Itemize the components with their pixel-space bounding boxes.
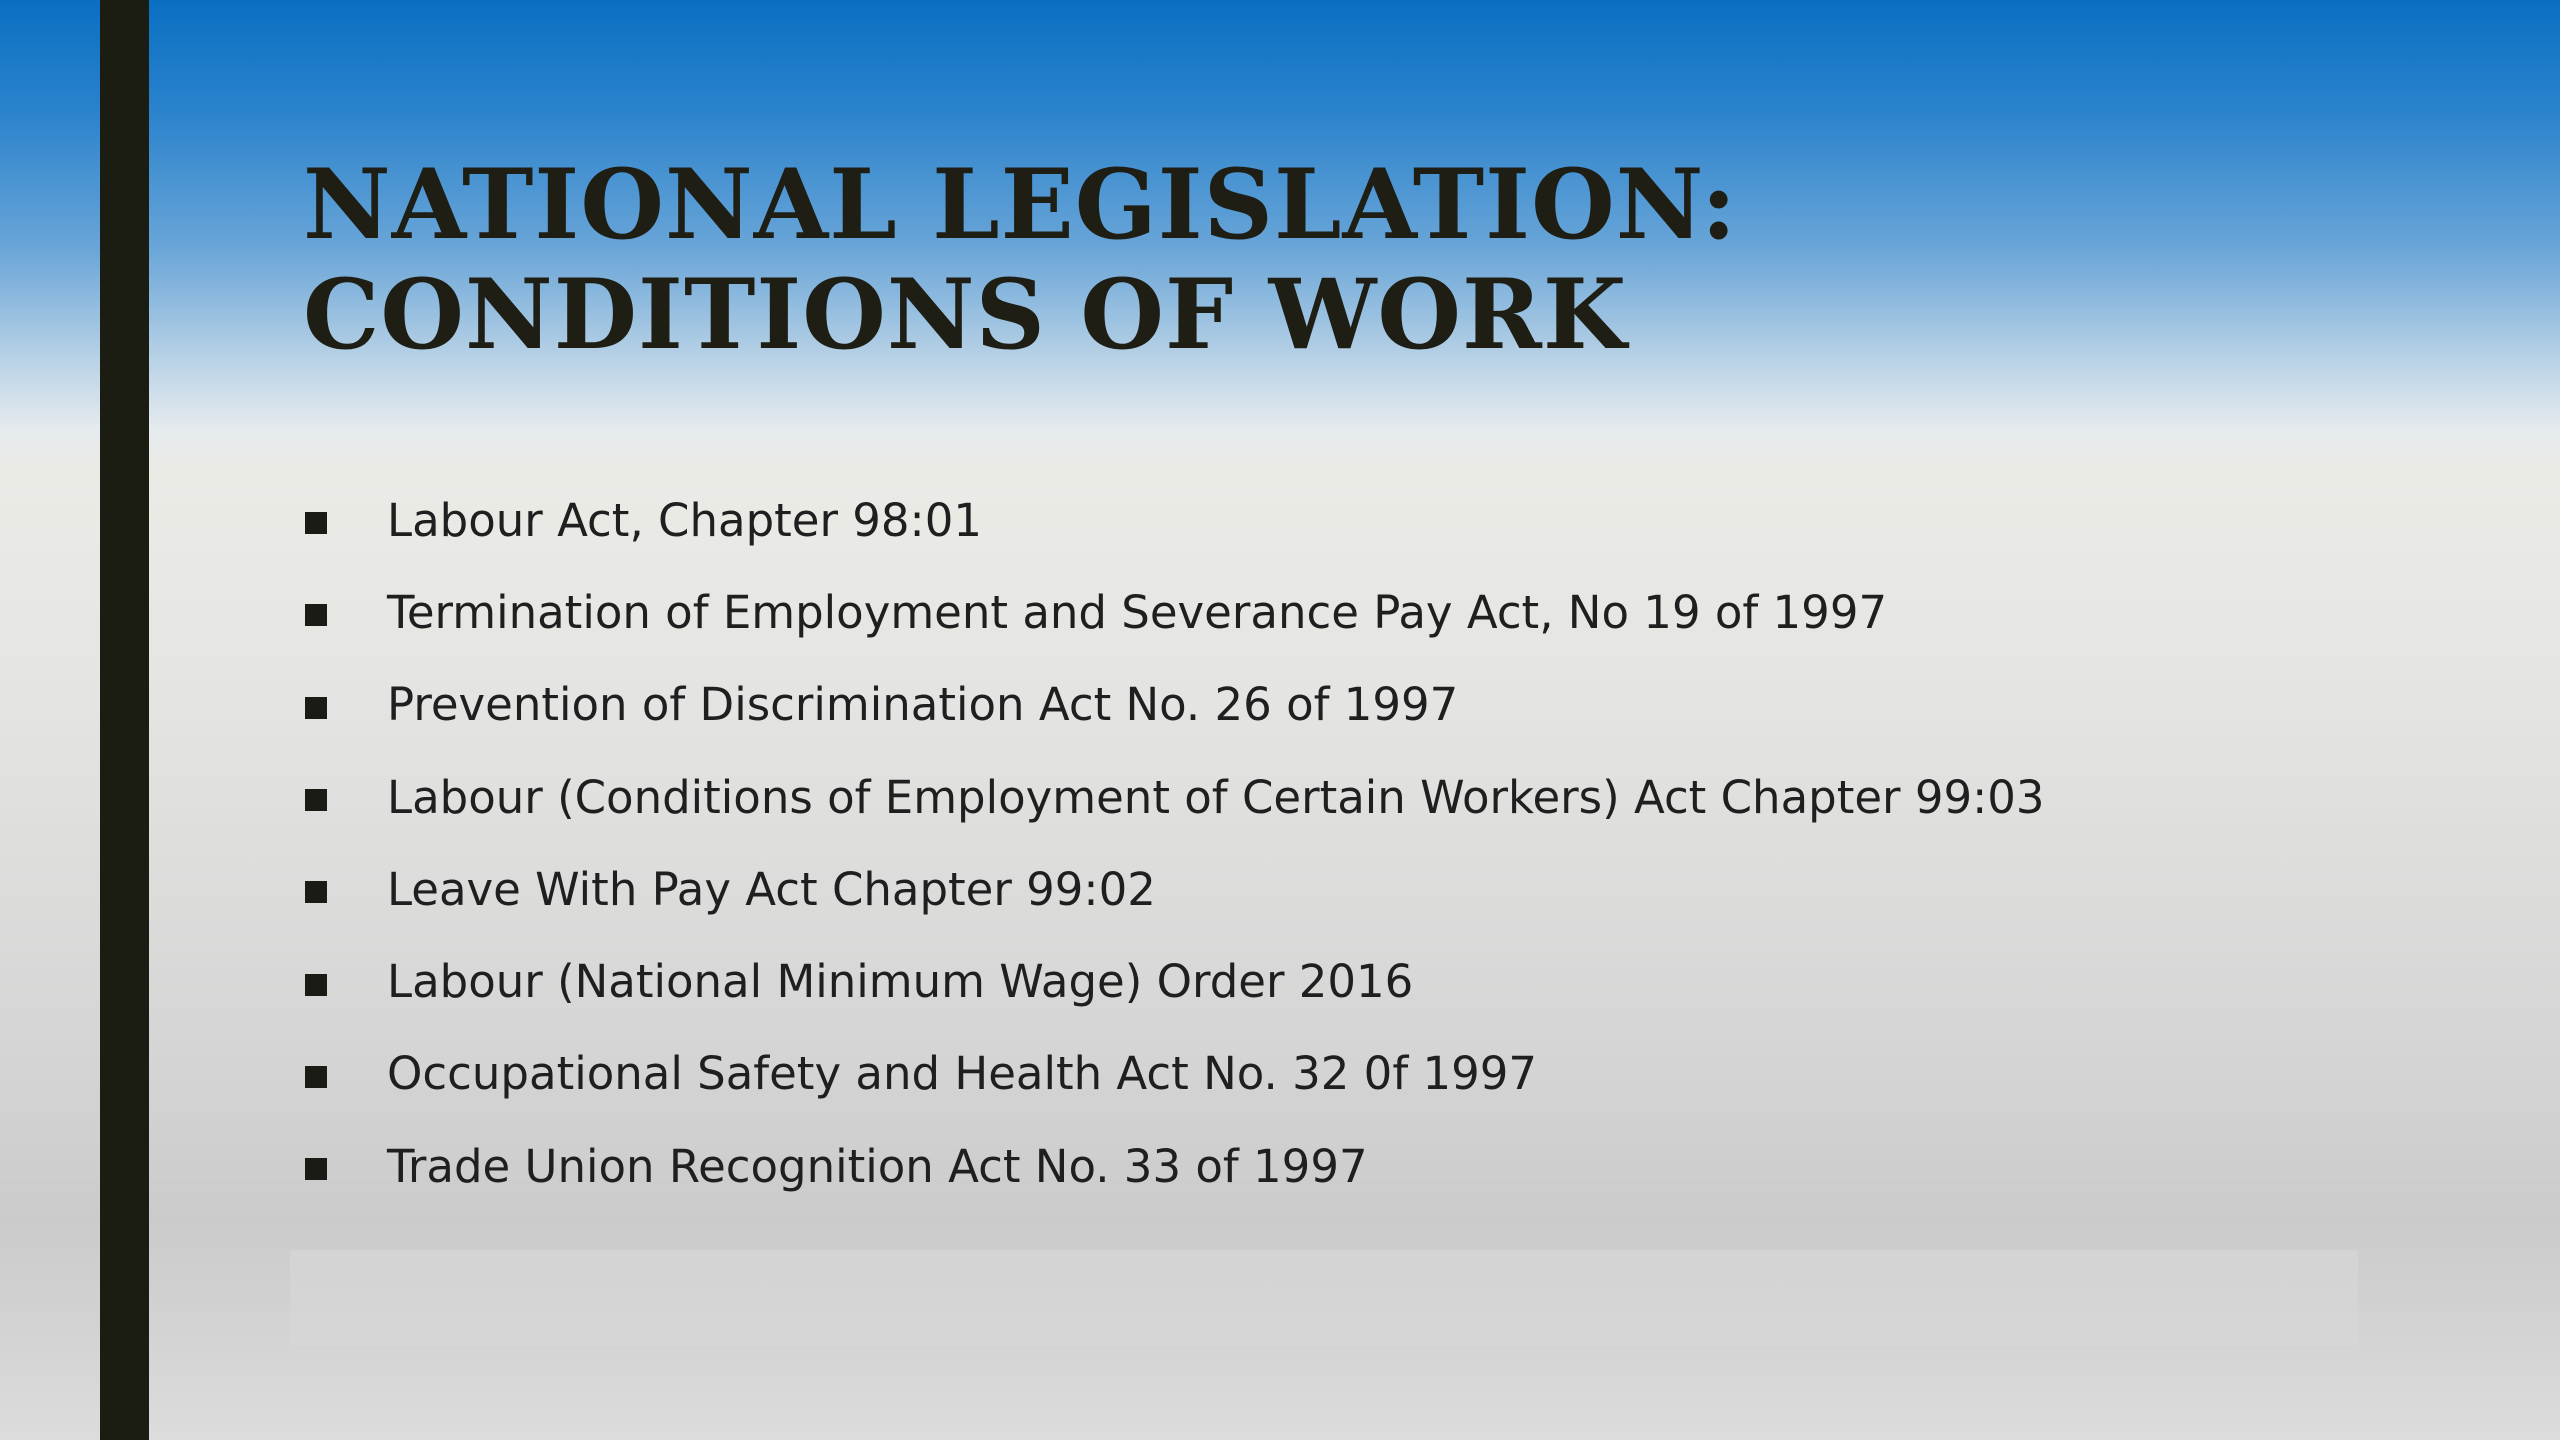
- list-item-text: Labour (National Minimum Wage) Order 2016: [387, 955, 1414, 1009]
- list-item: [305, 935, 2045, 1027]
- slide-title: NATIONAL LEGISLATION: CONDITIONS OF WORK: [303, 148, 1738, 371]
- square-bullet-icon: [305, 881, 327, 903]
- accent-bar: [100, 0, 149, 1440]
- list-item-text: Labour (Conditions of Employment of Certain Workers) Act Chapter 99:03: [387, 770, 2045, 824]
- list-item: [305, 474, 2045, 566]
- list-item: [305, 1028, 2045, 1120]
- square-bullet-icon: [305, 789, 327, 811]
- list-item-text: Prevention of Discrimination Act No. 26 of 1997: [387, 678, 1459, 732]
- list-item: [305, 751, 2045, 843]
- list-item-text: Termination of Employment and Severance Pay Act, No 19 of 1997: [387, 585, 1888, 639]
- square-bullet-icon: [305, 512, 327, 534]
- square-bullet-icon: [305, 604, 327, 626]
- bullet-list: [305, 474, 2045, 1212]
- list-item-text: Occupational Safety and Health Act No. 32 0f 1997: [387, 1047, 1537, 1101]
- square-bullet-icon: [305, 1158, 327, 1180]
- list-item: [305, 659, 2045, 751]
- list-item-text: Labour Act, Chapter 98:01: [387, 493, 982, 547]
- square-bullet-icon: [305, 1066, 327, 1088]
- square-bullet-icon: [305, 697, 327, 719]
- list-item: [305, 566, 2045, 658]
- square-bullet-icon: [305, 974, 327, 996]
- list-item-text: Trade Union Recognition Act No. 33 of 1997: [387, 1139, 1368, 1193]
- list-item: [305, 843, 2045, 935]
- list-item: [305, 1120, 2045, 1212]
- empty-content-panel: [290, 1250, 2358, 1345]
- list-item-text: Leave With Pay Act Chapter 99:02: [387, 862, 1156, 916]
